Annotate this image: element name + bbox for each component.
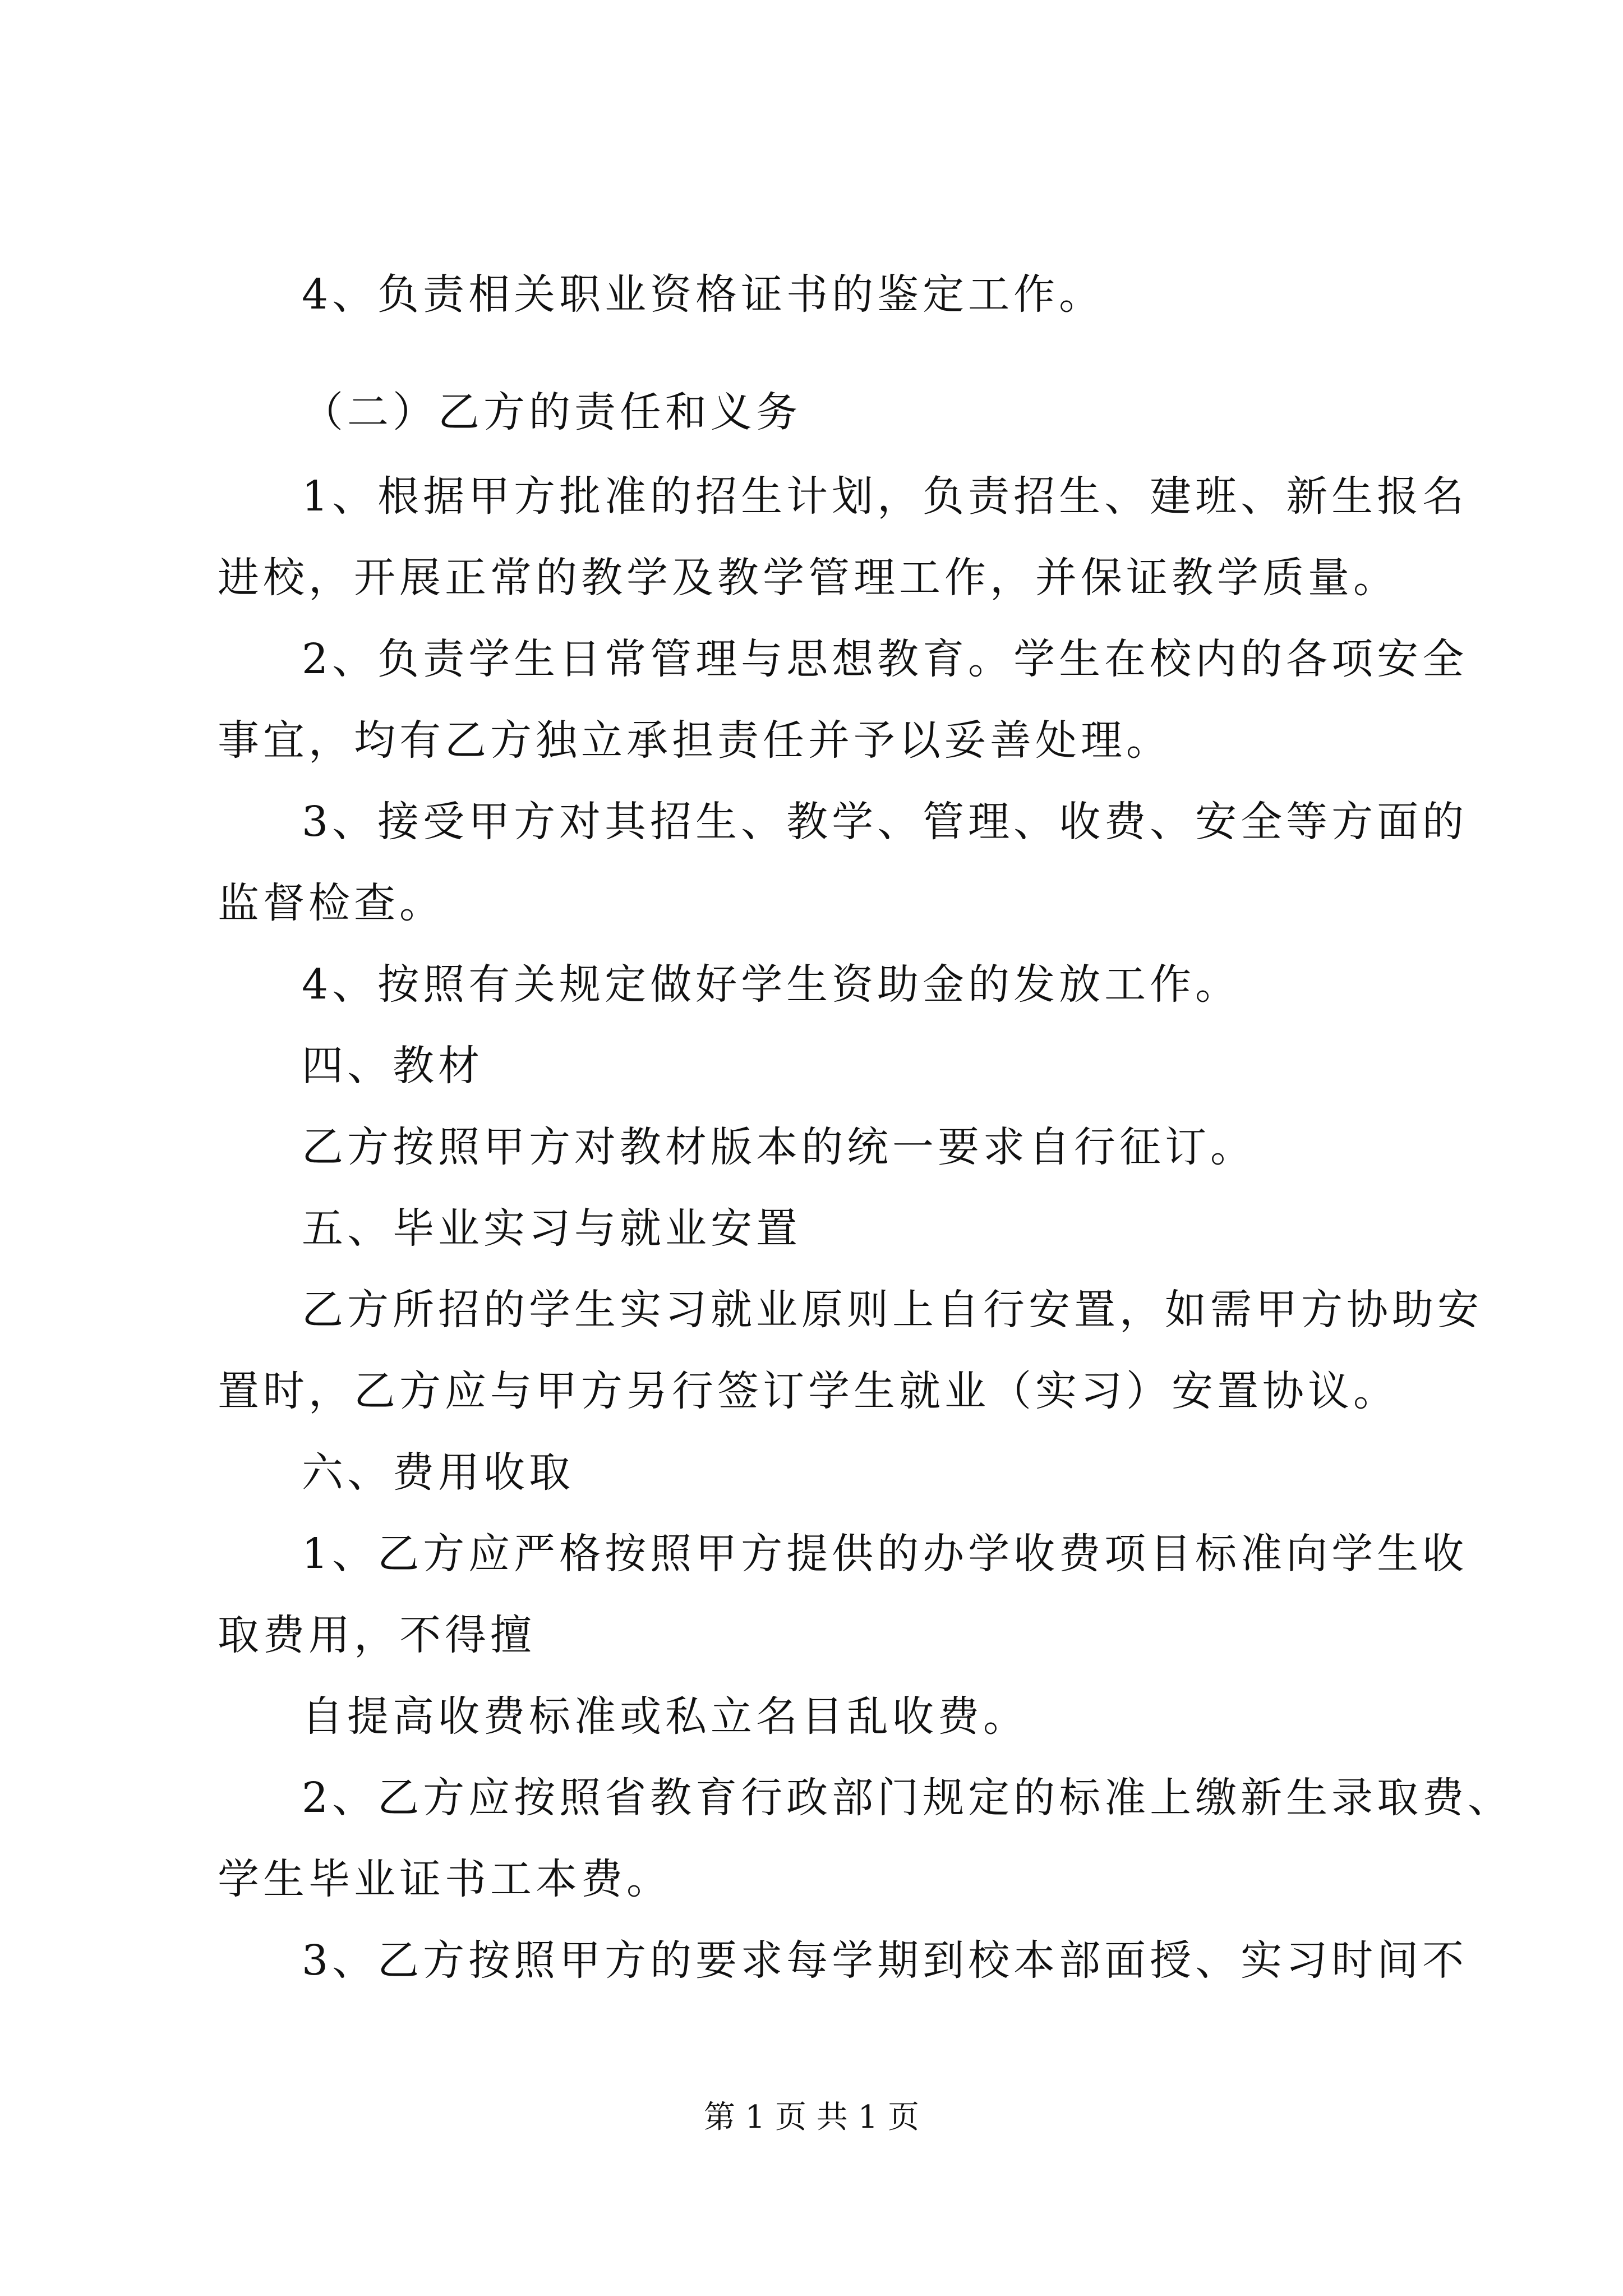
paragraph-line-4: 进校，开展正常的教学及教学管理工作，并保证教学质量。: [218, 554, 1399, 602]
paragraph-line-18: 自提高收费标准或私立名目乱收费。: [302, 1692, 1029, 1741]
paragraph-line-11: 乙方按照甲方对教材版本的统一要求自行征订。: [302, 1123, 1256, 1171]
paragraph-line-7: 3、接受甲方对其招生、教学、管理、收费、安全等方面的: [302, 798, 1468, 846]
paragraph-line-21: 3、乙方按照甲方的要求每学期到校本部面授、实习时间不: [302, 1936, 1468, 1985]
page-footer: 第 1 页 共 1 页: [703, 2099, 920, 2136]
paragraph-line-1: 4、负责相关职业资格证书的鉴定工作。: [302, 270, 1105, 319]
section-heading-fees: 六、费用收取: [302, 1448, 574, 1497]
paragraph-line-14: 置时，乙方应与甲方另行签订学生就业（实习）安置协议。: [218, 1367, 1399, 1415]
paragraph-line-9: 4、按照有关规定做好学生资助金的发放工作。: [302, 960, 1241, 1009]
paragraph-line-6: 事宜，均有乙方独立承担责任并予以妥善处理。: [218, 716, 1172, 765]
paragraph-line-20: 学生毕业证书工本费。: [218, 1855, 672, 1903]
paragraph-line-16: 1、乙方应严格按照甲方提供的办学收费项目标准向学生收: [302, 1530, 1468, 1578]
paragraph-line-8: 监督检查。: [218, 879, 445, 927]
paragraph-line-19: 2、乙方应按照省教育行政部门规定的标准上缴新生录取费、: [302, 1774, 1514, 1822]
paragraph-line-3: 1、根据甲方批准的招生计划，负责招生、建班、新生报名: [302, 472, 1468, 521]
paragraph-line-13: 乙方所招的学生实习就业原则上自行安置，如需甲方协助安: [302, 1286, 1483, 1334]
paragraph-line-5: 2、负责学生日常管理与思想教育。学生在校内的各项安全: [302, 635, 1468, 683]
section-heading-internship: 五、毕业实习与就业安置: [302, 1204, 801, 1253]
paragraph-line-17: 取费用，不得擅: [218, 1611, 536, 1659]
section-heading-textbooks: 四、教材: [302, 1042, 483, 1090]
section-heading-party-b-duties: （二）乙方的责任和义务: [302, 388, 801, 436]
